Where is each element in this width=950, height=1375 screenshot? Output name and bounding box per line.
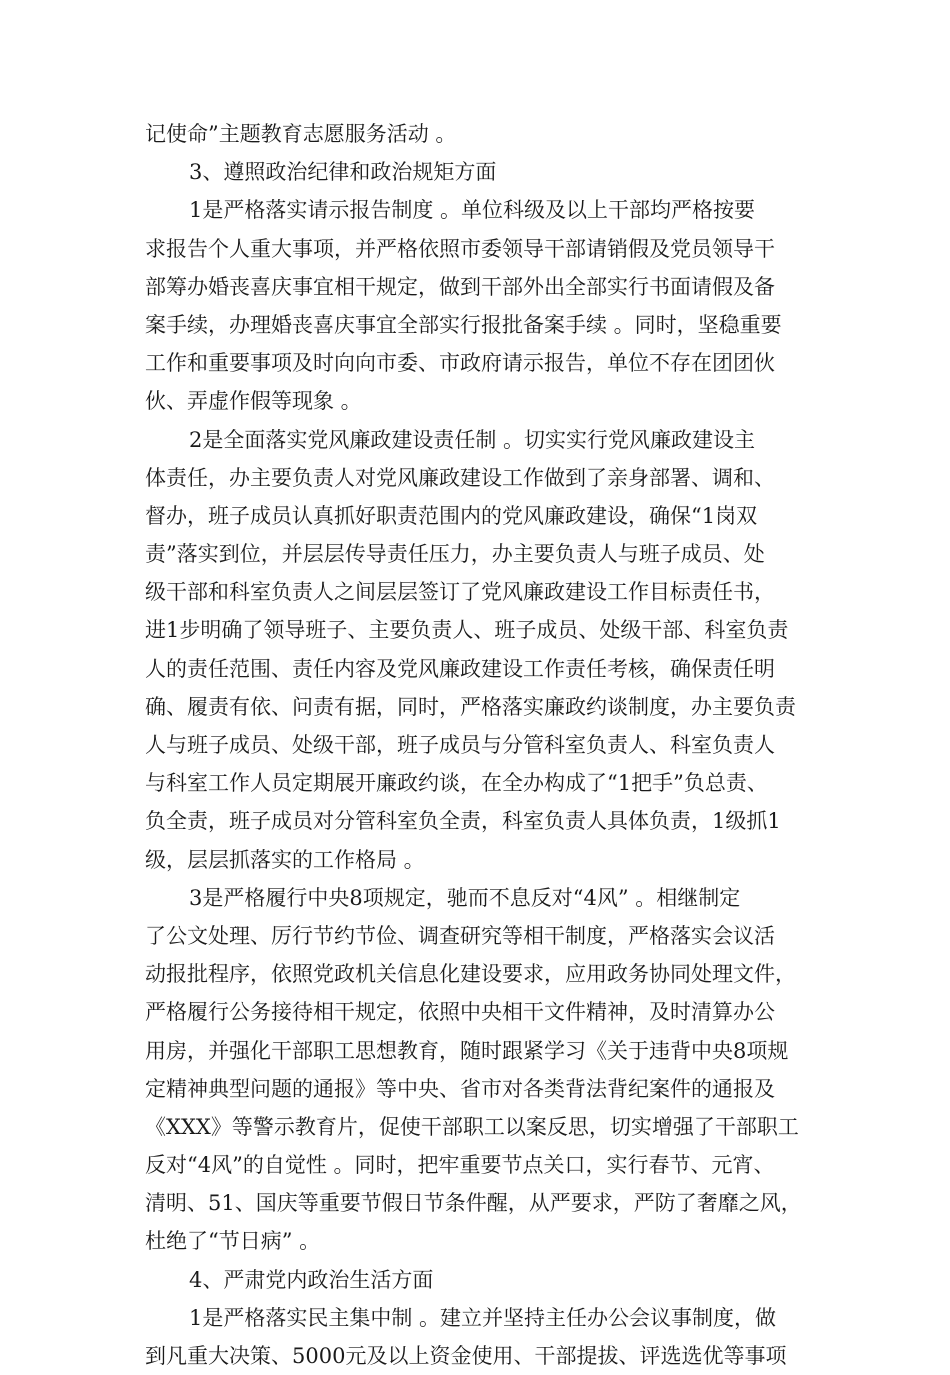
- document-body: [145, 115, 835, 1375]
- text-line: 3是严格履行中央8项规定，驰而不息反对“4风” 。相继制定: [189, 885, 741, 910]
- text-line: 体责任，办主要负责人对党风廉政建设工作做到了亲身部署、调和、: [145, 465, 775, 490]
- text-line: 部筹办婚丧喜庆事宜相干规定，做到干部外出全部实行书面请假及备: [145, 274, 775, 299]
- text-line: 严格履行公务接待相干规定，依照中央相干文件精神，及时清算办公: [145, 1000, 775, 1025]
- text-line: 定精神典型问题的通报》等中央、省市对各类背法背纪案件的通报及: [145, 1076, 775, 1101]
- text-line: 用房，并强化干部职工思想教育，随时跟紧学习《关于违背中央8项规: [145, 1038, 789, 1063]
- text-line: 1是严格落实请示报告制度 。单位科级及以上干部均严格按要: [189, 198, 756, 223]
- text-line: 动报批程序，依照党政机关信息化建设要求，应用政务协同处理文件，: [145, 962, 796, 987]
- text-line: 责”落实到位，并层层传导责任压力，办主要负责人与班子成员、处: [145, 542, 765, 567]
- text-line: 2是全面落实党风廉政建设责任制 。切实实行党风廉政建设主: [189, 427, 756, 452]
- text-line: 人的责任范围、责任内容及党风廉政建设工作责任考核，确保责任明: [145, 656, 775, 681]
- text-line: 了公文处理、厉行节约节俭、调查研究等相干制度，严格落实会议活: [145, 923, 775, 948]
- text-line: 1是严格落实民主集中制 。建立并坚持主任办公会议事制度，做: [189, 1305, 777, 1330]
- text-line: 督办，班子成员认真抓好职责范围内的党风廉政建设，确保“1岗双: [145, 503, 758, 528]
- text-line: 确、履责有依、问责有据，同时，严格落实廉政约谈制度，办主要负责: [145, 694, 796, 719]
- text-line: 求报告个人重大事项，并严格依照市委领导干部请销假及党员领导干: [145, 236, 775, 261]
- text-line: 工作和重要事项及时向向市委、市政府请示报告，单位不存在团团伙: [145, 351, 775, 376]
- text-line: 级，层层抓落实的工作格局 。: [145, 847, 425, 872]
- text-line: 负全责，班子成员对分管科室负全责，科室负责人具体负责，1级抓1: [145, 809, 781, 834]
- text-line: 《XXX》等警示教育片，促使干部职工以案反思，切实增强了干部职工: [145, 1114, 799, 1139]
- text-line: 人与班子成员、处级干部，班子成员与分管科室负责人、科室负责人: [145, 733, 775, 757]
- text-line: 案手续，办理婚丧喜庆事宜全部实行报批备案手续 。同时，坚稳重要: [145, 312, 782, 337]
- text-line: 到凡重大决策、5000元及以上资金使用、干部提拔、评选选优等事项: [145, 1344, 787, 1368]
- text-line: 伙、弄虚作假等现象 。: [145, 389, 362, 414]
- text-line: 4、严肃党内政治生活方面: [189, 1267, 434, 1292]
- text-line: 进1步明确了领导班子、主要负责人、班子成员、处级干部、科室负责: [145, 618, 789, 643]
- text-line: 3、遵照政治纪律和政治规矩方面: [189, 160, 497, 185]
- text-line: 记使命”主题教育志愿服务活动 。: [145, 122, 457, 146]
- text-line: 清明、51、国庆等重要节假日节条件醒，从严要求，严防了奢靡之风，: [145, 1191, 802, 1216]
- text-line: 级干部和科室负责人之间层层签订了党风廉政建设工作目标责任书，: [145, 580, 775, 605]
- text-line: 与科室工作人员定期展开廉政约谈，在全办构成了“1把手”负总责、: [145, 771, 768, 796]
- text-line: 反对“4风”的自觉性 。同时，把牢重要节点关口，实行春节、元宵、: [145, 1153, 775, 1178]
- text-line: 杜绝了“节日病” 。: [145, 1229, 321, 1254]
